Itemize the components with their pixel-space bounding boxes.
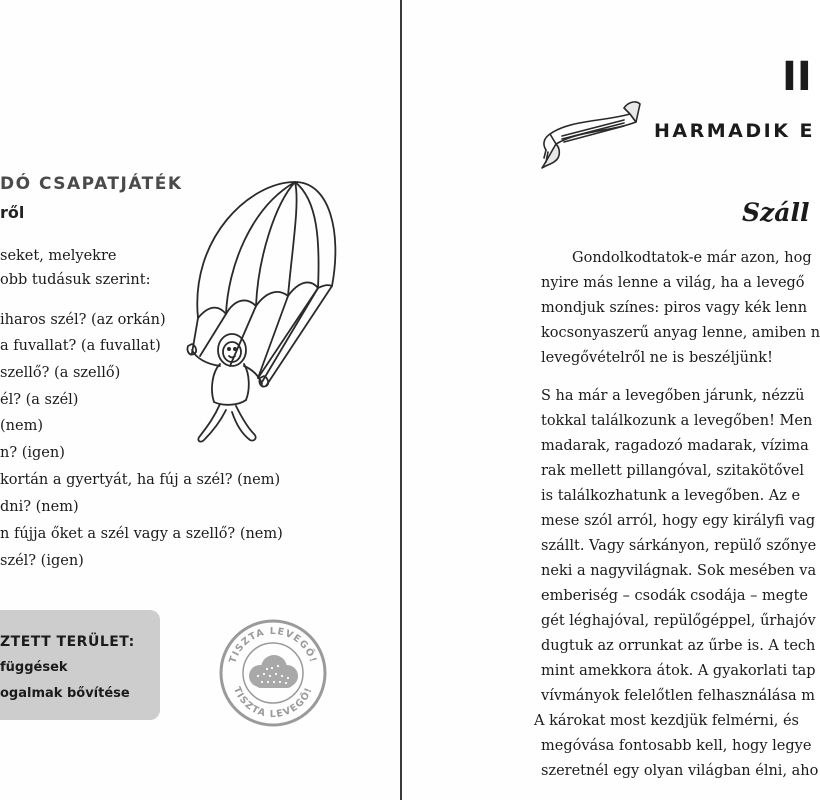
body-line: mint amekkora átok. A gyakorlati tap bbox=[541, 663, 816, 679]
parachute-illustration bbox=[170, 178, 345, 453]
body-line: vívmányok felelőtlen felhasználása m bbox=[541, 688, 815, 704]
body-line: megóvása fontosabb kell, hogy legye bbox=[541, 738, 812, 754]
question-line: szél? (igen) bbox=[0, 553, 84, 569]
body-line: emberiség – csodák csodája – megte bbox=[541, 588, 808, 604]
body-line: A károkat most kezdjük felmérni, és bbox=[534, 713, 799, 729]
ribbon-ornament bbox=[540, 92, 640, 176]
question-line: él? (a szél) bbox=[0, 392, 79, 408]
stamp-text-bottom: TISZTA LEVEGŐ! bbox=[230, 685, 315, 721]
intro-line: seket, melyekre bbox=[0, 248, 117, 264]
question-line: dni? (nem) bbox=[0, 499, 79, 515]
body-line: is találkozhatunk a levegőben. Az e bbox=[541, 488, 801, 504]
section-subtitle: ről bbox=[0, 203, 25, 222]
question-line: a fuvallat? (a fuvallat) bbox=[0, 338, 161, 354]
body-line: neki a nagyvilágnak. Sok mesében va bbox=[541, 563, 817, 579]
body-line: rak mellett pillangóval, szitakötővel bbox=[541, 463, 804, 479]
question-line: kortán a gyertyát, ha fúj a szél? (nem) bbox=[0, 472, 281, 488]
body-line: madarak, ragadozó madarak, vízima bbox=[541, 438, 809, 454]
body-line: dugtuk az orrunkat az űrbe is. A tech bbox=[541, 638, 816, 654]
body-line: levegővételről ne is beszéljünk! bbox=[541, 350, 773, 366]
left-page bbox=[0, 0, 400, 800]
focus-area-item: ogalmak bővítése bbox=[0, 686, 130, 701]
body-line: mese szól arról, hogy egy királyfi vag bbox=[541, 513, 816, 529]
right-page bbox=[402, 0, 820, 800]
stamp-text-top: TISZTA LEVEGŐ! bbox=[227, 625, 319, 665]
question-line: iharos szél? (az orkán) bbox=[0, 312, 166, 328]
focus-area-box bbox=[0, 610, 160, 720]
body-line: Gondolkodtatok-e már azon, hog bbox=[572, 250, 812, 266]
chapter-number: II bbox=[782, 54, 812, 100]
body-line: szeretnél egy olyan világban élni, aho bbox=[541, 763, 819, 779]
body-line: kocsonyaszerű anyag lenne, amiben n bbox=[541, 325, 820, 341]
body-line: gét léghajóval, repülőgéppel, űrhajóv bbox=[541, 613, 816, 629]
body-line: szállt. Vagy sárkányon, repülő szőnye bbox=[541, 538, 817, 554]
body-line: S ha már a levegőben járunk, nézzü bbox=[541, 388, 805, 404]
body-line: mondjuk színes: piros vagy kék lenn bbox=[541, 300, 808, 316]
cloud-icon bbox=[249, 655, 298, 688]
body-line: nyire más lenne a világ, ha a levegő bbox=[541, 275, 805, 291]
question-line: szellő? (a szellő) bbox=[0, 365, 121, 381]
section-title: DÓ CSAPATJÁTÉK bbox=[0, 174, 183, 194]
clean-air-stamp bbox=[218, 618, 328, 728]
chapter-title: HARMADIK E bbox=[654, 120, 816, 142]
body-line: tokkal találkozunk a levegőben! Men bbox=[541, 413, 813, 429]
focus-area-item: függések bbox=[0, 660, 68, 675]
question-line: n fújja őket a szél vagy a szellő? (nem) bbox=[0, 526, 283, 542]
focus-area-title: ZTETT TERÜLET: bbox=[0, 634, 135, 650]
question-line: n? (igen) bbox=[0, 445, 65, 461]
intro-line: obb tudásuk szerint: bbox=[0, 272, 151, 288]
question-line: (nem) bbox=[0, 418, 43, 434]
story-title: Száll bbox=[742, 198, 810, 227]
